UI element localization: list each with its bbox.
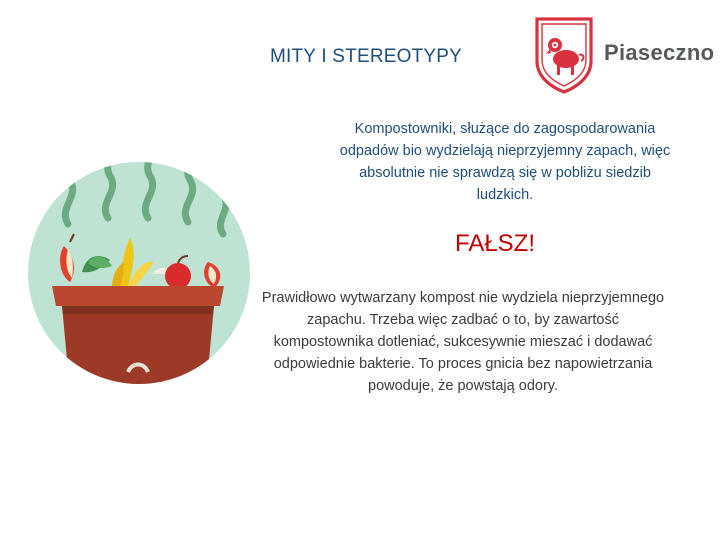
verdict-label: FAŁSZ! (454, 230, 536, 257)
myth-statement: Kompostowniki, służące do zagospodarowania odpadów bio wydzielają nieprzyjemny zapach, więc absolutnie nie sprawdzą się w pobliżu siedzib ludzkich. (339, 121, 671, 203)
slide-title: MITY I STEREOTYPY (270, 46, 463, 67)
crest-icon (533, 15, 595, 95)
logo-text: Piaseczno (604, 40, 715, 65)
explanation-text: Prawidłowo wytwarzany kompost nie wydziela nieprzyjemnego zapachu. Trzeba więc zadbać o to, by zawartość kompostownika dotleniać, sukcesywnie mieszać i dodawać odpowiednie bakterie. To proces gnicia bez napowietrzania powoduje, że powstają odory. (261, 290, 665, 394)
compost-bin-icon (28, 162, 250, 384)
